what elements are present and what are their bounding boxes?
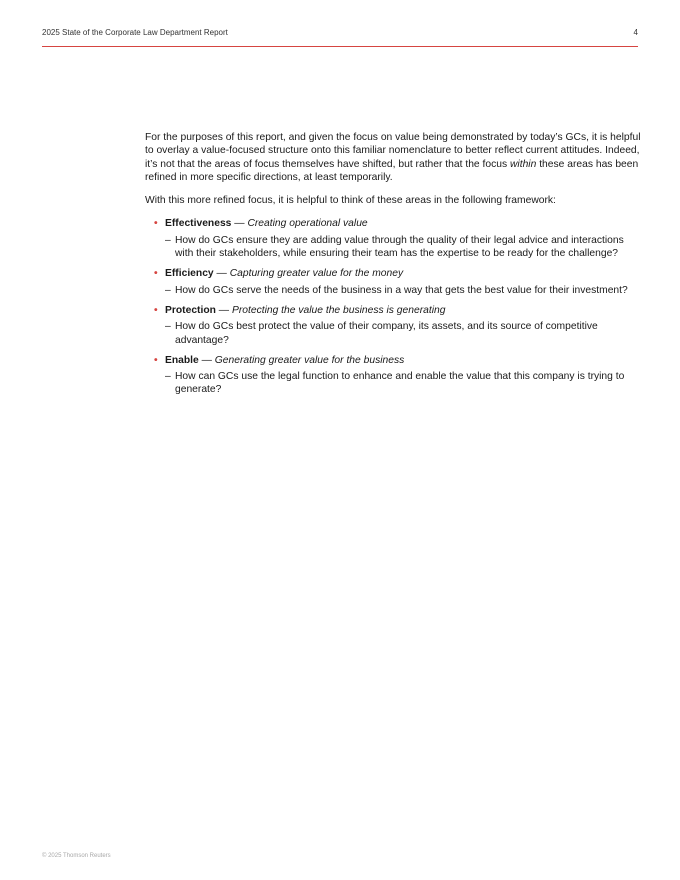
framework-heading	[165, 304, 641, 317]
framework-item-enable	[145, 354, 641, 397]
bullet-icon: •	[154, 304, 158, 316]
framework-subtitle: Creating operational value	[247, 218, 368, 230]
main-content	[145, 131, 641, 404]
framework-title: Enable	[165, 354, 199, 366]
framework-question	[165, 370, 641, 397]
framework-heading	[165, 267, 641, 280]
report-title: 2025 State of the Corporate Law Department Report	[42, 28, 228, 37]
framework-question	[165, 320, 641, 347]
page-footer: © 2025 Thomson Reuters	[42, 853, 111, 859]
dash-icon: –	[165, 321, 171, 333]
framework-lead-paragraph: With this more refined focus, it is helpful to think of these areas in the following framework:	[145, 195, 556, 207]
framework-subtitle: Capturing greater value for the money	[229, 268, 404, 280]
framework-item-efficiency	[145, 267, 641, 297]
framework-list	[145, 217, 641, 396]
bullet-icon: •	[154, 268, 158, 280]
intro-emphasis: within	[510, 158, 537, 170]
framework-question-text: How can GCs use the legal function to enhance and enable the value that this company is trying to generate?	[175, 371, 625, 396]
framework-title: Protection	[165, 304, 216, 316]
dash-icon: –	[165, 234, 171, 246]
framework-heading	[165, 354, 641, 367]
framework-question	[165, 234, 641, 261]
framework-separator: —	[215, 304, 232, 316]
dash-icon: –	[165, 284, 171, 296]
framework-item-effectiveness	[145, 217, 641, 260]
framework-question	[165, 284, 641, 297]
framework-question-text: How do GCs ensure they are adding value through the quality of their legal advice and interactions with their stakeholders, while ensuring their team has the expertise to be ready for the challenge?	[175, 234, 624, 260]
page-number: 4	[633, 28, 638, 37]
intro-text-start: For the purposes of this report, and given the focus on value being demonstrated by today’s GCs, it is helpful to overlay a value-focused structure onto this familiar nomenclature to better reflect current attitudes. Indeed, it’s not that the areas of focus themselves have shifted, but rather that the focus	[145, 132, 641, 170]
intro-paragraph	[145, 131, 641, 184]
bullet-icon: •	[154, 218, 158, 230]
framework-separator: —	[213, 268, 230, 280]
framework-subtitle: Generating greater value for the business	[214, 354, 405, 366]
dash-icon: –	[165, 371, 171, 383]
framework-question-text: How do GCs best protect the value of their company, its assets, and its source of competitive advantage?	[175, 321, 598, 346]
framework-title: Effectiveness	[165, 218, 232, 230]
framework-question-text: How do GCs serve the needs of the business in a way that gets the best value for their investment?	[175, 284, 628, 296]
framework-item-protection	[145, 304, 641, 347]
framework-title: Efficiency	[165, 268, 214, 280]
framework-separator: —	[231, 218, 248, 230]
framework-subtitle: Protecting the value the business is generating	[231, 304, 446, 316]
framework-heading	[165, 217, 641, 230]
page-header	[42, 28, 638, 47]
framework-separator: —	[198, 354, 215, 366]
intro-text-end: these areas has been refined in more specific directions, at least temporarily.	[145, 158, 639, 183]
bullet-icon: •	[154, 354, 158, 366]
